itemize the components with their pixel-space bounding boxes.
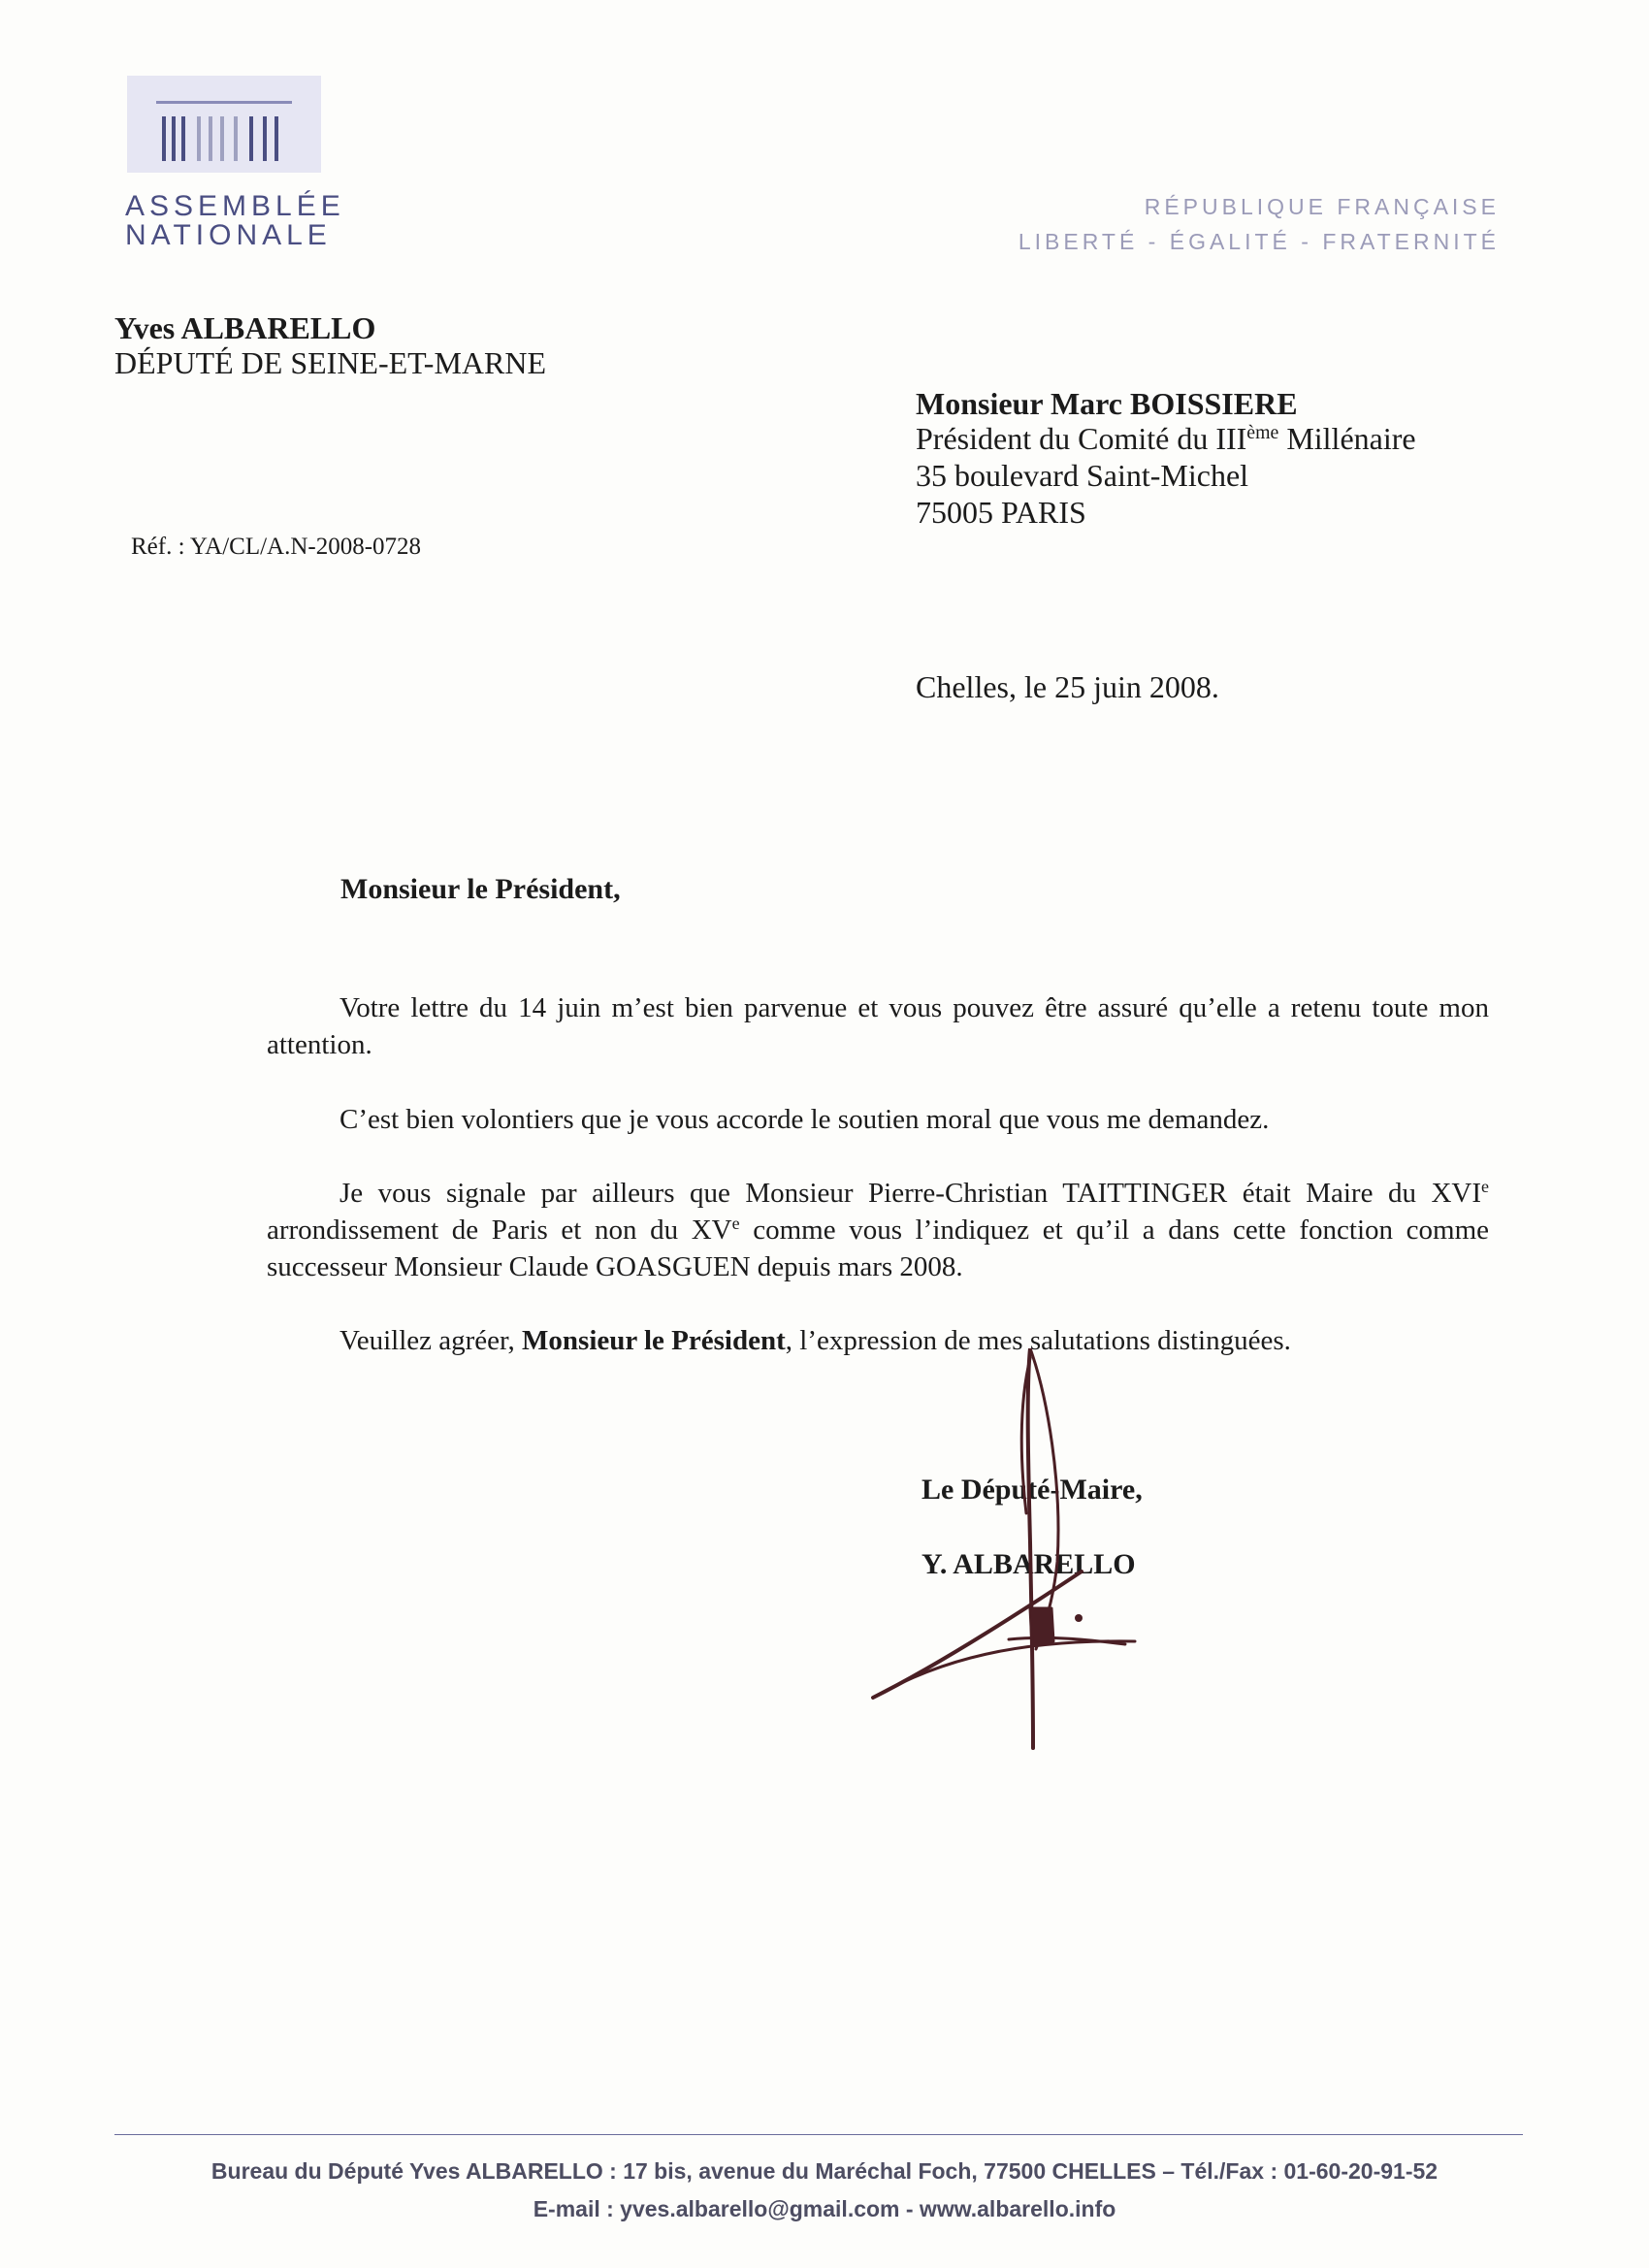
footer-divider (114, 2134, 1523, 2135)
republic-title: RÉPUBLIQUE FRANÇAISE (1144, 194, 1500, 219)
org-name-line1: ASSEMBLÉE (125, 190, 345, 222)
letter-date: Chelles, le 25 juin 2008. (916, 669, 1219, 704)
paragraph-2: C’est bien volontiers que je vous accorde le soutien moral que vous me demandez. (340, 1104, 1270, 1135)
paragraph-1: Votre lettre du 14 juin m’est bien parvenue et vous pouvez être assuré qu’elle a retenu toute mon attention. (267, 992, 1489, 1060)
recipient-name: Monsieur Marc BOISSIERE (916, 386, 1298, 421)
signatory-name: Y. ALBARELLO (922, 1548, 1136, 1580)
recipient-city: 75005 PARIS (916, 495, 1086, 530)
footer-contact: E-mail : yves.albarello@gmail.com - www.albarello.info (533, 2196, 1116, 2221)
sender-name: Yves ALBARELLO (114, 310, 376, 345)
paragraph-3: Je vous signale par ailleurs que Monsieur Pierre-Christian TAITTINGER était Maire du XVIe arrondissement de Paris et non du XVe comme vous l’indiquez et qu’il a dans cette fonction comme successeur Monsieur Claude GOASGUEN depuis mars 2008. (267, 1177, 1489, 1282)
footer-address: Bureau du Député Yves ALBARELLO : 17 bis, avenue du Maréchal Foch, 77500 CHELLES – Tél./Fax : 01-60-20-91-52 (210, 2158, 1439, 2184)
signatory-title: Le Député-Maire, (922, 1474, 1143, 1506)
republic-motto: LIBERTÉ - ÉGALITÉ - FRATERNITÉ (1018, 229, 1500, 254)
salutation: Monsieur le Président, (340, 873, 621, 905)
reference: Réf. : YA/CL/A.N-2008-0728 (131, 534, 422, 560)
closing-formula: Veuillez agréer, Monsieur le Président, l’expression de mes salutations distinguées. (340, 1325, 1291, 1356)
org-name-line2: NATIONALE (125, 219, 332, 251)
sender-title: DÉPUTÉ DE SEINE-ET-MARNE (114, 345, 546, 380)
recipient-role: Président du Comité du IIIème Millénaire (916, 421, 1416, 456)
handwritten-signature (863, 1348, 1154, 1756)
recipient-street: 35 boulevard Saint-Michel (916, 458, 1249, 493)
assemblee-nationale-logo-icon (127, 76, 321, 173)
